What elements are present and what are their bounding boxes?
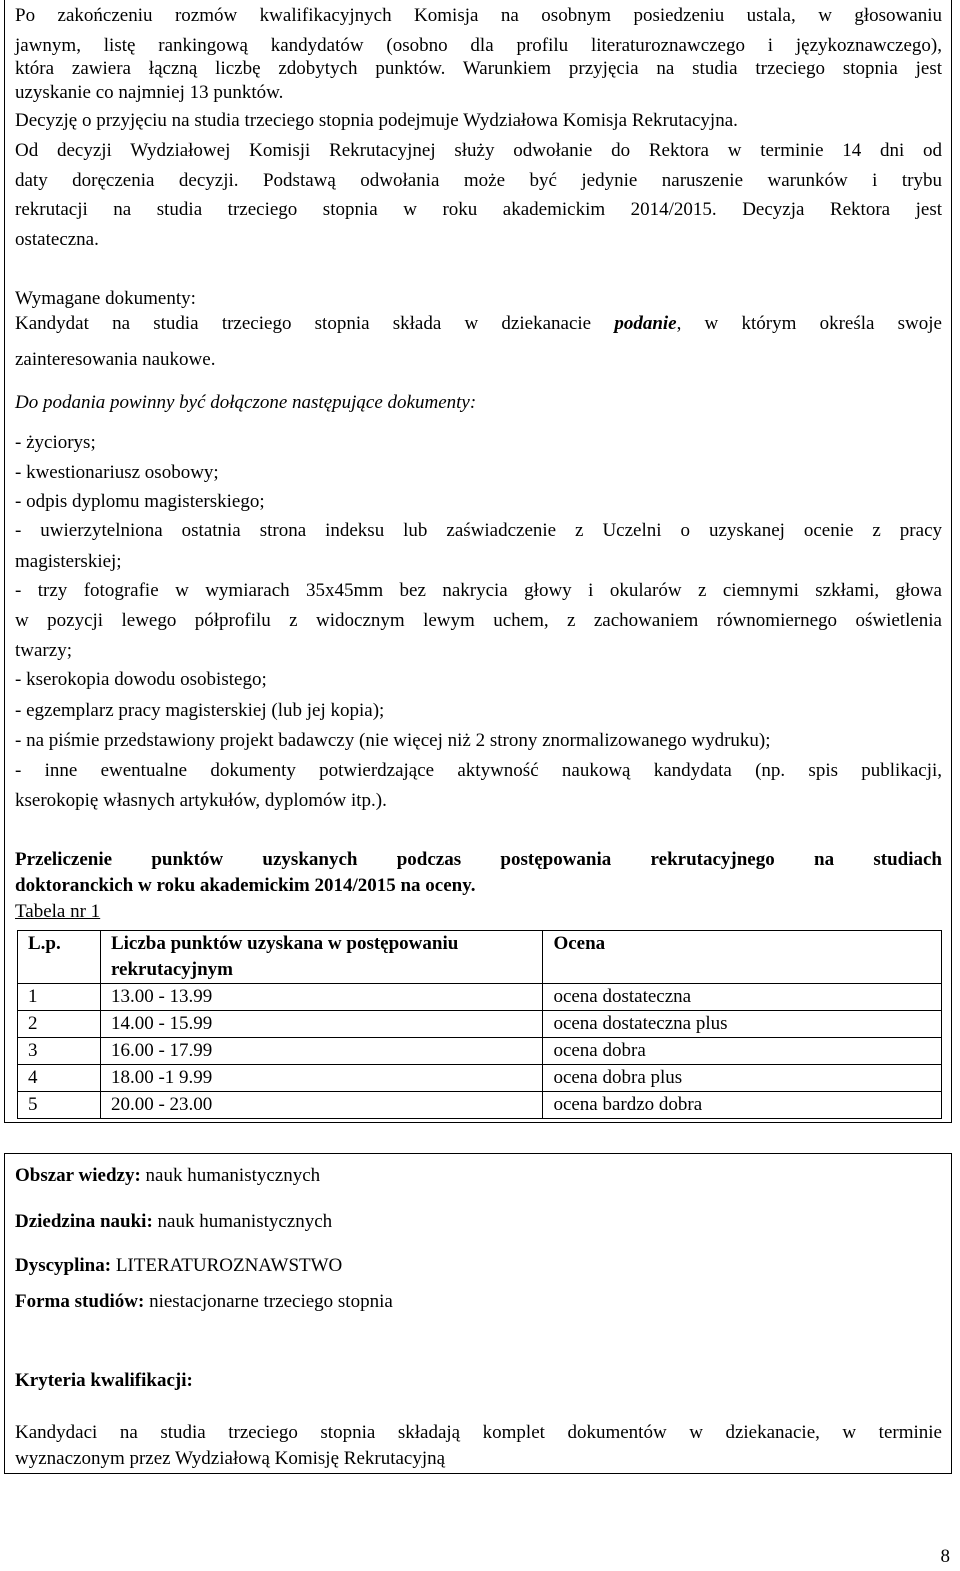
- discipline: [15, 1251, 942, 1281]
- table-row: [18, 1092, 942, 1119]
- qualification-criteria-text-line-2: wyznaczonym przez Wydziałową Komisję Rekrutacyjną: [15, 1448, 446, 1469]
- table-cell: 2: [18, 1011, 101, 1038]
- table-cell: ocena dobra: [543, 1038, 942, 1065]
- table-cell: 16.00 - 17.99: [100, 1038, 543, 1065]
- knowledge-area-value: nauk humanistycznych: [140, 1165, 321, 1186]
- table-header-row: [18, 931, 942, 984]
- application-intro-line-2: zainteresowania naukowe.: [15, 349, 216, 370]
- list-item-continuation: magisterskiej;: [15, 551, 122, 572]
- table-cell: ocena dostateczna: [543, 984, 942, 1011]
- list-item-continuation: kserokopię własnych artykułów, dyplomów itp.).: [15, 790, 387, 811]
- table-cell: 20.00 - 23.00: [100, 1092, 543, 1119]
- application-intro: Kandydat na studia trzeciego stopnia składa w dziekanacie podanie, w którym określa swoje: [15, 313, 942, 334]
- table-cell: ocena bardzo dobra: [543, 1092, 942, 1119]
- table-row: [18, 984, 942, 1011]
- attachments-heading: Do podania powinny być dołączone następujące dokumenty:: [15, 392, 477, 413]
- list-item: - inne ewentualne dokumenty potwierdzające aktywność naukową kandydata (np. spis publikacji,: [15, 760, 942, 781]
- table-header-cell: Ocena: [543, 931, 942, 984]
- appeal-line-1: Od decyzji Wydziałowej Komisji Rekrutacyjnej służy odwołanie do Rektora w terminie 14 dni od: [15, 140, 942, 161]
- ranking-line-2: jawnym, listę rankingową kandydatów (osobno dla profilu literaturoznawczego i językoznawczego),: [15, 35, 942, 56]
- qualification-criteria-text: Kandydaci na studia trzeciego stopnia składają komplet dokumentów w dziekanacie, w terminie: [15, 1422, 942, 1443]
- table-cell: 13.00 - 13.99: [100, 984, 543, 1011]
- conversion-heading: Przeliczenie punktów uzyskanych podczas postępowania rekrutacyjnego na studiach: [15, 849, 942, 870]
- list-item: - kwestionariusz osobowy;: [15, 462, 219, 483]
- study-form: [15, 1287, 942, 1317]
- science-field: [15, 1207, 942, 1237]
- table-cell: 5: [18, 1092, 101, 1119]
- science-field-label: Dziedzina nauki:: [15, 1211, 153, 1232]
- qualification-criteria-heading: Kryteria kwalifikacji:: [15, 1370, 193, 1391]
- table-row: [18, 1011, 942, 1038]
- table-row: [18, 1065, 942, 1092]
- list-item: - trzy fotografie w wymiarach 35x45mm bez nakrycia głowy i okularów z ciemnymi szkłami, głowa: [15, 580, 942, 601]
- ranking-line-1: Po zakończeniu rozmów kwalifikacyjnych Komisja na osobnym posiedzeniu ustala, w głosowaniu: [15, 5, 942, 26]
- list-item-continuation: twarzy;: [15, 640, 72, 661]
- decision-paragraph: Decyzję o przyjęciu na studia trzeciego stopnia podejmuje Wydziałowa Komisja Rekrutacyjna.: [15, 110, 738, 131]
- discipline-value: LITERATUROZNAWSTWO: [111, 1255, 343, 1276]
- table-header-cell: L.p.: [18, 931, 101, 984]
- conversion-heading-line-2: doktoranckich w roku akademickim 2014/2015 na oceny.: [15, 875, 476, 896]
- table-cell: ocena dostateczna plus: [543, 1011, 942, 1038]
- knowledge-area-label: Obszar wiedzy:: [15, 1165, 141, 1186]
- list-item: - kserokopia dowodu osobistego;: [15, 669, 267, 690]
- table-cell: 14.00 - 15.99: [100, 1011, 543, 1038]
- table-cell: ocena dobra plus: [543, 1065, 942, 1092]
- list-item: - egzemplarz pracy magisterskiej (lub jej kopia);: [15, 700, 385, 721]
- appeal-line-2: daty doręczenia decyzji. Podstawą odwołania może być jedynie naruszenie warunków i trybu: [15, 170, 942, 191]
- table-cell: 18.00 -1 9.99: [100, 1065, 543, 1092]
- knowledge-area: [15, 1161, 942, 1191]
- science-field-value: nauk humanistycznych: [152, 1211, 333, 1232]
- required-documents-heading: Wymagane dokumenty:: [15, 288, 196, 309]
- application-term: podanie: [614, 313, 677, 334]
- list-item: - uwierzytelniona ostatnia strona indeksu lub zaświadczenie z Uczelni o uzyskanej ocenie z pracy: [15, 520, 942, 541]
- table-cell: 4: [18, 1065, 101, 1092]
- table-row: [18, 1038, 942, 1065]
- list-item: - odpis dyplomu magisterskiego;: [15, 491, 265, 512]
- appeal-line-3: rekrutacji na studia trzeciego stopnia w roku akademickim 2014/2015. Decyzja Rektora jest: [15, 199, 942, 220]
- ranking-line-3: która zawiera łączną liczbę zdobytych punktów. Warunkiem przyjęcia na studia trzeciego stopnia jest: [15, 58, 942, 79]
- points-conversion-table: [17, 930, 942, 1119]
- table-header-cell: Liczba punktów uzyskana w postępowaniu rekrutacyjnym: [100, 931, 543, 984]
- list-item-continuation: w pozycji lewego półprofilu z widocznym lewym uchem, z zachowaniem równomiernego oświetlenia: [15, 610, 942, 631]
- table-cell: 1: [18, 984, 101, 1011]
- study-form-value: niestacjonarne trzeciego stopnia: [144, 1291, 393, 1312]
- table-caption: Tabela nr 1: [15, 901, 101, 922]
- appeal-line-4: ostateczna.: [15, 229, 99, 250]
- ranking-line-4: uzyskanie co najmniej 13 punktów.: [15, 82, 284, 103]
- page-number: 8: [940, 1546, 950, 1567]
- list-item: - życiorys;: [15, 432, 96, 453]
- table-cell: 3: [18, 1038, 101, 1065]
- study-form-label: Forma studiów:: [15, 1291, 145, 1312]
- discipline-label: Dyscyplina:: [15, 1255, 112, 1276]
- list-item: - na piśmie przedstawiony projekt badawczy (nie więcej niż 2 strony znormalizowanego wydruku);: [15, 730, 771, 751]
